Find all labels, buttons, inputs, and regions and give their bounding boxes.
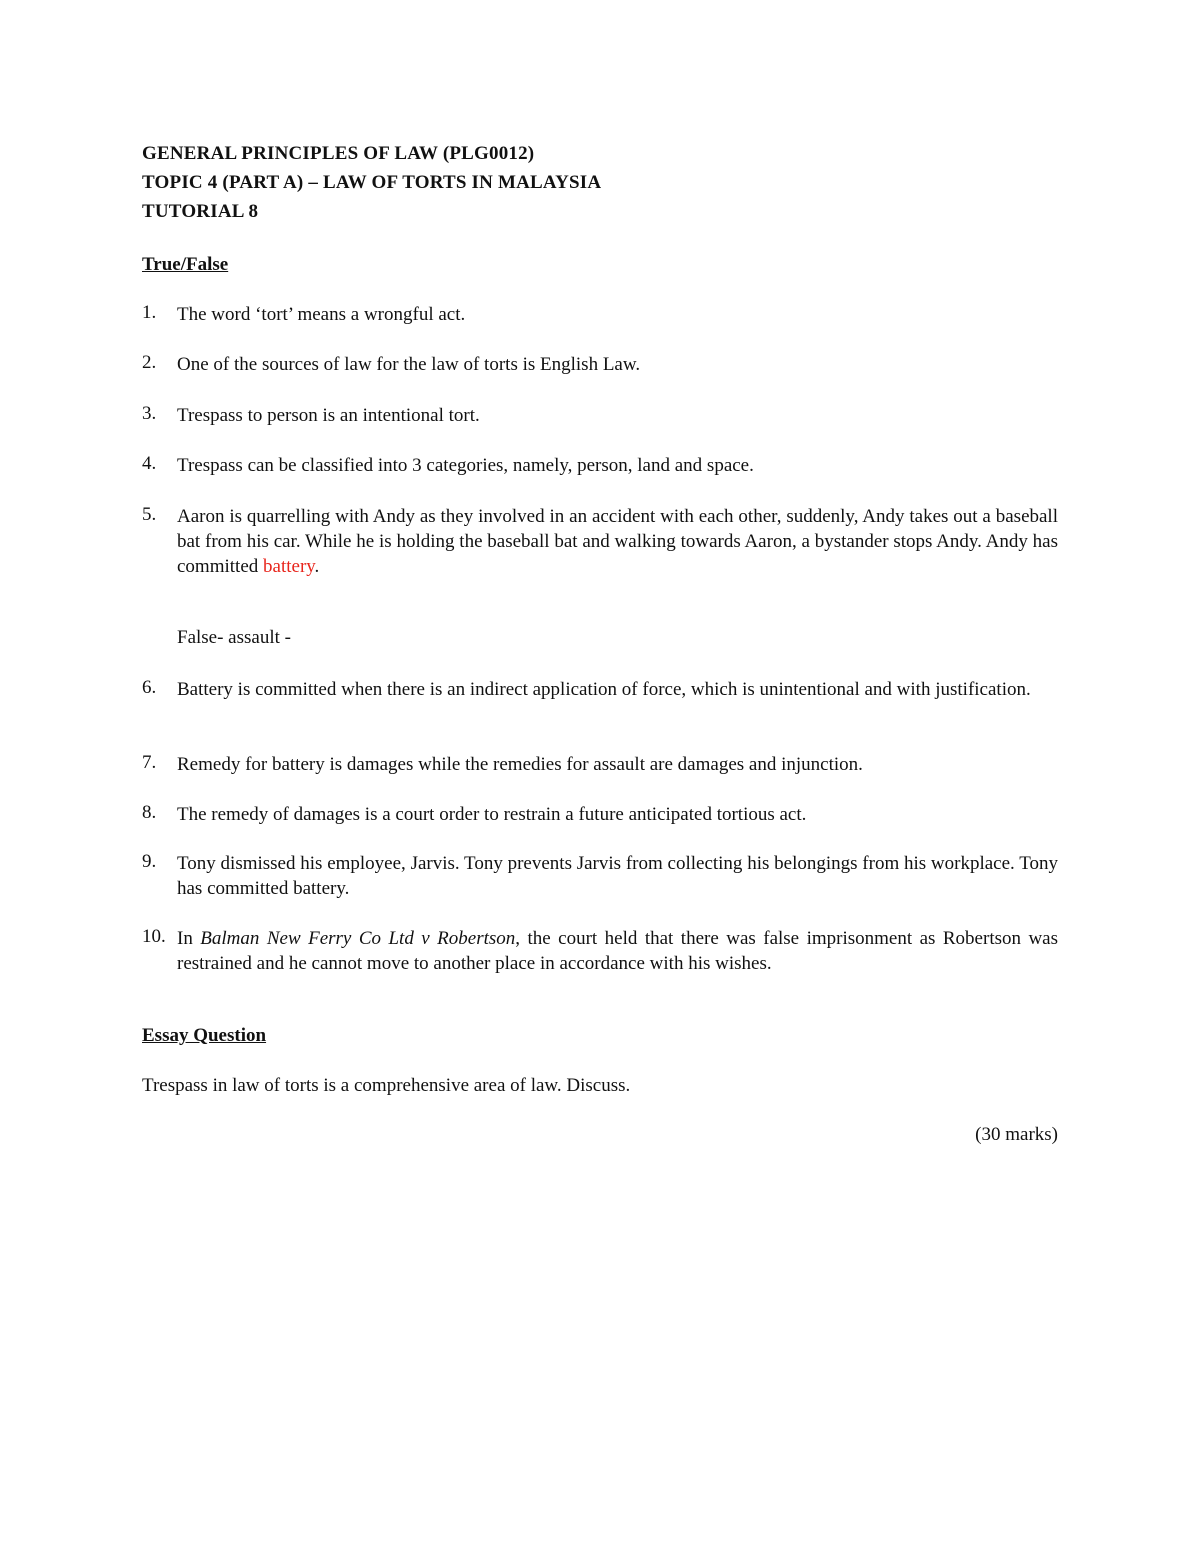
question-number: 8. [142,802,157,823]
marks-label: (30 marks) [975,1124,1058,1145]
question-number: 6. [142,677,157,698]
question-text: The word ‘tort’ means a wrongful act. [177,304,466,325]
question-body: , the court held that there was false imprisonment as Robertson was restrained and he cannot move to another place in accordance with his wishes. [177,928,1059,974]
tutorial-title: TUTORIAL 8 [142,201,259,222]
question-text [177,504,1058,579]
question-text: Tony dismissed his employee, Jarvis. Tony prevents Jarvis from collecting his belongings from his workplace. Tony has committed battery. [177,853,1058,899]
answer-note: False- assault - [177,627,291,648]
course-title: GENERAL PRINCIPLES OF LAW (PLG0012) [142,143,535,164]
question-1 [142,302,1058,327]
case-name: Balman New Ferry Co Ltd v Robertson [200,928,516,949]
question-number: 1. [142,302,157,323]
question-text: Remedy for battery is damages while the remedies for assault are damages and injunction. [177,754,863,775]
question-9 [142,851,1058,901]
question-3 [142,403,1058,428]
question-text [177,926,1058,976]
question-text: One of the sources of law for the law of torts is English Law. [177,354,641,375]
question-number: 2. [142,352,157,373]
question-number: 4. [142,453,157,474]
question-body: Aaron is quarrelling with Andy as they involved in an accident with each other, suddenly, Andy takes out a baseball bat from his car. While he is holding the baseball bat and walking towards Aaron, a bystander stops Andy. Andy has committed [177,506,1058,577]
question-text: Trespass can be classified into 3 categories, namely, person, land and space. [177,455,754,476]
question-6 [142,677,1058,702]
question-7 [142,752,1058,777]
question-4 [142,453,1058,478]
question-5 [142,504,1058,579]
question-text: Battery is committed when there is an indirect application of force, which is unintentional and with justification. [177,679,1031,700]
question-tail: . [314,556,320,577]
question-8 [142,802,1058,827]
essay-question: Trespass in law of torts is a comprehensive area of law. Discuss. [142,1075,631,1096]
question-text: The remedy of damages is a court order to restrain a future anticipated tortious act. [177,804,807,825]
question-number: 3. [142,403,157,424]
question-text: Trespass to person is an intentional tort. [177,405,480,426]
question-10 [142,926,1058,976]
question-number: 9. [142,851,157,872]
question-number: 5. [142,504,157,525]
essay-heading: Essay Question [142,1025,267,1046]
question-prefix: In [177,928,201,949]
true-false-heading: True/False [142,254,229,275]
topic-title: TOPIC 4 (PART A) – LAW OF TORTS IN MALAYSIA [142,172,602,193]
highlighted-answer-word: battery [263,556,315,577]
question-number: 7. [142,752,157,773]
question-number: 10. [142,926,166,947]
question-2 [142,352,1058,377]
